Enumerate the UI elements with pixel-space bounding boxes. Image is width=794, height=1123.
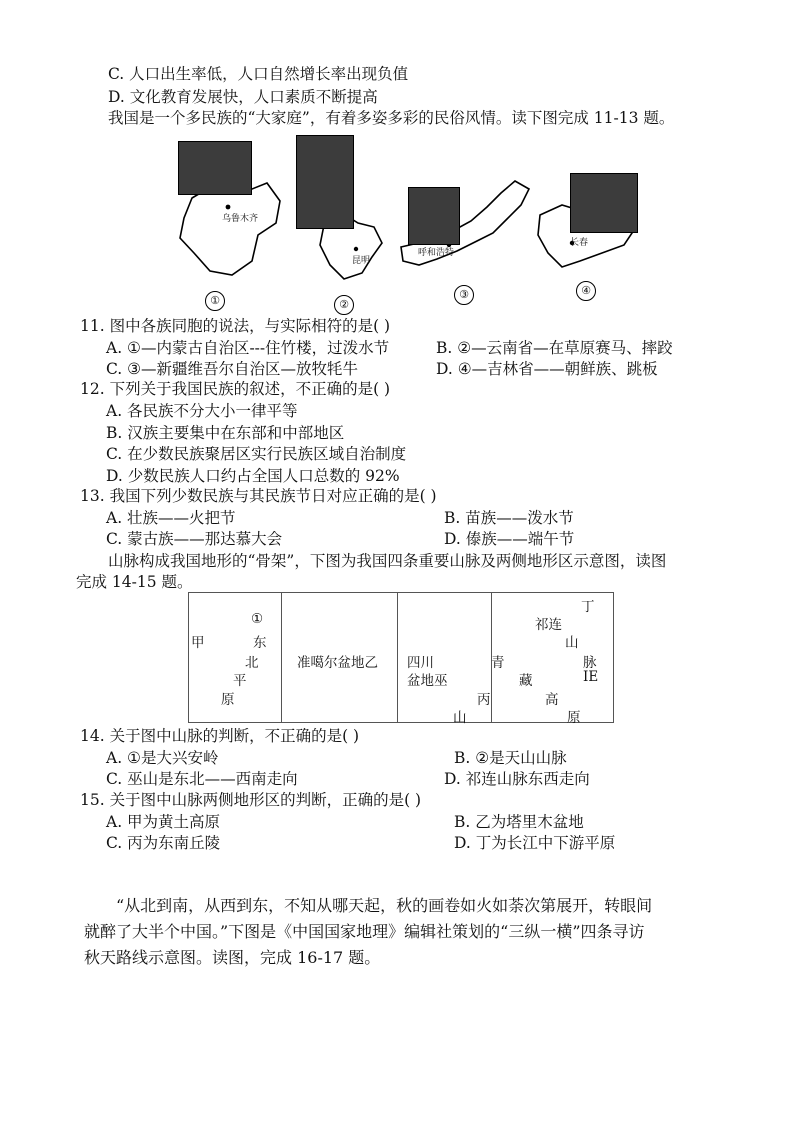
sichuan-label-2: 盆地巫 (407, 673, 448, 689)
q13-option-b: B. 苗族——泼水节 (444, 509, 574, 527)
q13-option-a: A. 壮族——火把节 (106, 509, 236, 527)
passage-line3: 秋天路线示意图。读图，完成 16-17 题。 (84, 948, 381, 967)
junggar-basin-label: 准噶尔盆地乙 (297, 655, 378, 671)
plain-char-2: 北 (245, 655, 259, 671)
city-urumqi: 乌鲁木齐 (222, 214, 259, 224)
q11-option-c: C. ③—新疆维吾尔自治区—放牧牦牛 (106, 360, 359, 378)
qilian-label: 祁连 (535, 617, 562, 633)
q12-option-b: B. 汉族主要集中在东部和中部地区 (106, 424, 345, 442)
qilian-char-mai: 脉 (583, 655, 597, 671)
q15-option-a: A. 甲为黄土高原 (106, 813, 221, 831)
q11-stem: 11. 图中各族同胞的说法，与实际相符的是( ) (80, 317, 391, 335)
q15-option-d: D. 丁为长江中下游平原 (454, 834, 616, 852)
plateau-char-yuan: 原 (567, 710, 581, 726)
q13-stem: 13. 我国下列少数民族与其民族节日对应正确的是( ) (80, 487, 437, 505)
passage-line1: “从北到南，从西到东，不知从哪天起，秋的画卷如火如荼次第展开，转眼间 (116, 896, 653, 915)
q10-option-c: C. 人口出生率低，人口自然增长率出现负值 (108, 65, 409, 83)
q10-option-d: D. 文化教育发展快，人口素质不断提高 (108, 88, 378, 106)
q13-option-c: C. 蒙古族——那达慕大会 (106, 530, 283, 548)
q14-option-d: D. 祁连山脉东西走向 (444, 770, 590, 788)
photo-jilin (570, 173, 638, 233)
map-label-1: ① (205, 291, 225, 311)
q14-stem: 14. 关于图中山脉的判断，不正确的是( ) (80, 727, 360, 745)
city-changchun: 长春 (570, 238, 589, 248)
intro-11-13: 我国是一个多民族的“大家庭”，有着多姿多彩的民俗风情。读下图完成 11-13 题。 (108, 109, 675, 127)
region-ding: 丁 (581, 599, 595, 615)
q11-option-b: B. ②—云南省—在草原赛马、摔跤 (436, 339, 673, 357)
terrain-schematic (188, 592, 614, 726)
qilian-char-shan: 山 (565, 635, 579, 651)
mountain-2-label: IE (583, 669, 599, 685)
mountain-char-shan: 山 (453, 710, 467, 726)
intro-14-15-line2: 完成 14-15 题。 (76, 573, 193, 591)
terrain-cell-2 (281, 593, 398, 722)
q15-stem: 15. 关于图中山脉两侧地形区的判断，正确的是( ) (80, 791, 422, 809)
plain-char-1: 东 (253, 635, 267, 651)
q12-option-c: C. 在少数民族聚居区实行民族区域自治制度 (106, 445, 407, 463)
terrain-cell-4 (491, 593, 613, 726)
photo-inner-mongolia (408, 187, 460, 245)
city-hohhot: 呼和浩特 (418, 248, 455, 258)
q13-option-d: D. 傣族——端午节 (444, 530, 575, 548)
terrain-cell-1 (189, 593, 282, 722)
q14-option-a: A. ①是大兴安岭 (106, 749, 219, 767)
q14-option-b: B. ②是天山山脉 (454, 749, 567, 767)
region-bing: 丙 (477, 692, 491, 708)
map-label-2: ② (334, 295, 354, 315)
q12-option-a: A. 各民族不分大小一律平等 (106, 402, 298, 420)
q11-option-a: A. ①—内蒙古自治区---住竹楼，过泼水节 (106, 339, 390, 357)
passage-line2: 就醉了大半个中国。”下图是《中国国家地理》编辑社策划的“三纵一横”四条寻访 (84, 922, 645, 941)
map-label-3: ③ (454, 285, 474, 305)
q14-option-c: C. 巫山是东北——西南走向 (106, 770, 298, 788)
plain-char-3: 平 (233, 673, 247, 689)
q15-option-c: C. 丙为东南丘陵 (106, 834, 221, 852)
city-kunming: 昆明 (352, 256, 371, 266)
photo-xinjiang (178, 141, 252, 195)
plateau-char-zang: 藏 (519, 673, 533, 689)
terrain-cell-3 (397, 593, 492, 726)
photo-yunnan (296, 135, 354, 229)
intro-14-15-line1: 山脉构成我国地形的“骨架”，下图为我国四条重要山脉及两侧地形区示意图，读图 (108, 552, 667, 570)
q12-stem: 12. 下列关于我国民族的叙述，不正确的是( ) (80, 380, 391, 398)
region-jia: 甲 (191, 635, 205, 651)
q15-option-b: B. 乙为塔里木盆地 (454, 813, 584, 831)
plateau-char-gao: 高 (545, 692, 559, 708)
plain-char-4: 原 (221, 692, 235, 708)
q12-option-d: D. 少数民族人口约占全国人口总数的 92% (106, 467, 400, 485)
ethnic-maps-figure (172, 135, 642, 310)
sichuan-label-1: 四川 (407, 655, 434, 671)
map-label-4: ④ (576, 281, 596, 301)
mountain-1-label: ① (251, 611, 264, 627)
q11-option-d: D. ④—吉林省——朝鲜族、跳板 (436, 360, 658, 378)
plateau-char-qing: 青 (491, 655, 505, 671)
